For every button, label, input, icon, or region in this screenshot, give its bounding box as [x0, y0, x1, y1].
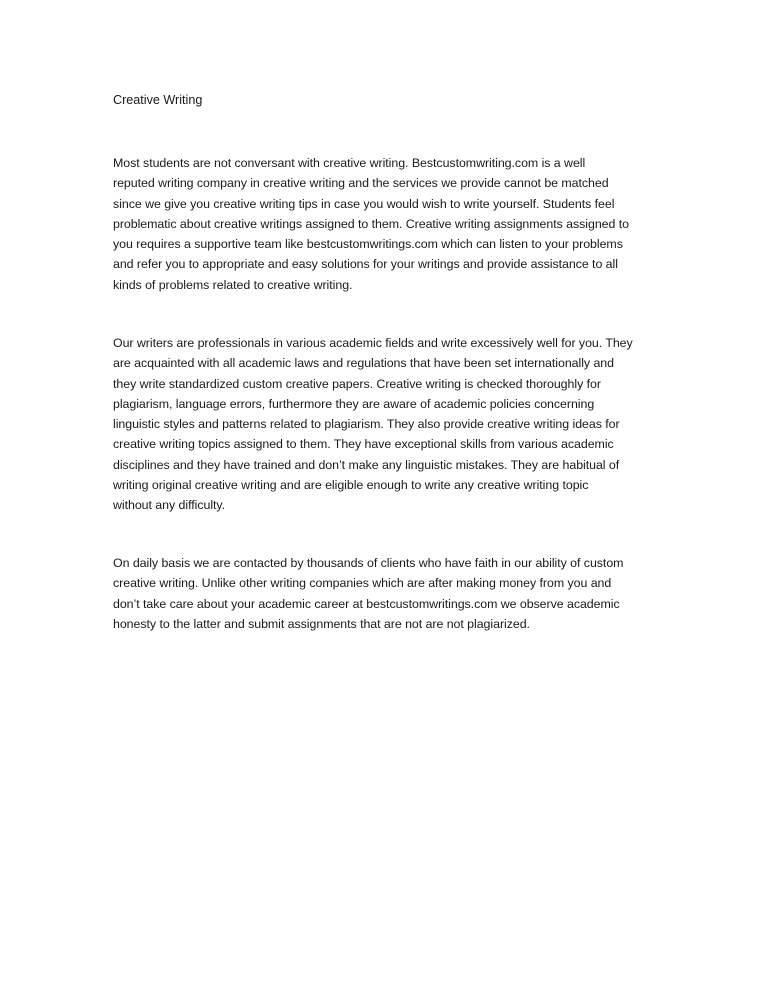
paragraph-line: Most students are not conversant with creative writing. Bestcustomwriting.com is a well — [113, 156, 586, 170]
paragraph-line: reputed writing company in creative writing and the services we provide cannot be matched — [113, 176, 609, 191]
paragraph-line: On daily basis we are contacted by thousands of clients who have faith in our ability of custom — [113, 556, 624, 570]
paragraph-line: without any difficulty. — [113, 498, 226, 513]
paragraph-line: since we give you creative writing tips in case you would wish to write yourself. Students feel — [113, 196, 615, 211]
paragraph-2 — [113, 333, 673, 516]
paragraph-line: creative writing topics assigned to them. They have exceptional skills from various academic — [113, 437, 614, 452]
paragraph-line: are acquainted with all academic laws and regulations that have been set internationally and — [113, 356, 614, 371]
paragraph-line: you requires a supportive team like bestcustomwritings.com which can listen to your problems — [113, 237, 623, 252]
paragraph-line: and refer you to appropriate and easy solutions for your writings and provide assistance to all — [113, 257, 618, 272]
paragraph-line: plagiarism, language errors, furthermore they are aware of academic policies concerning — [113, 396, 595, 411]
paragraph-line: honesty to the latter and submit assignments that are not are not plagiarized. — [113, 616, 530, 631]
paragraph-line: kinds of problems related to creative writing. — [113, 277, 353, 292]
paragraph-line: Our writers are professionals in various academic fields and write excessively well for you. They — [113, 336, 633, 350]
paragraph-line: writing original creative writing and are eligible enough to write any creative writing topic — [113, 478, 589, 493]
paragraph-line: don’t take care about your academic career at bestcustomwritings.com we observe academic — [113, 596, 620, 611]
paragraph-3 — [113, 553, 673, 634]
paragraph-line: linguistic styles and patterns related to plagiarism. They also provide creative writing ideas for — [113, 417, 620, 432]
paragraph-line: creative writing. Unlike other writing companies which are after making money from you and — [113, 576, 612, 591]
paragraph-1 — [113, 153, 673, 295]
document-title: Creative Writing — [113, 93, 203, 107]
paragraph-line: they write standardized custom creative papers. Creative writing is checked thoroughly for — [113, 376, 601, 391]
paragraph-line: disciplines and they have trained and don’t make any linguistic mistakes. They are habitual of — [113, 457, 620, 472]
paragraph-line: problematic about creative writings assigned to them. Creative writing assignments assigned to — [113, 216, 629, 231]
